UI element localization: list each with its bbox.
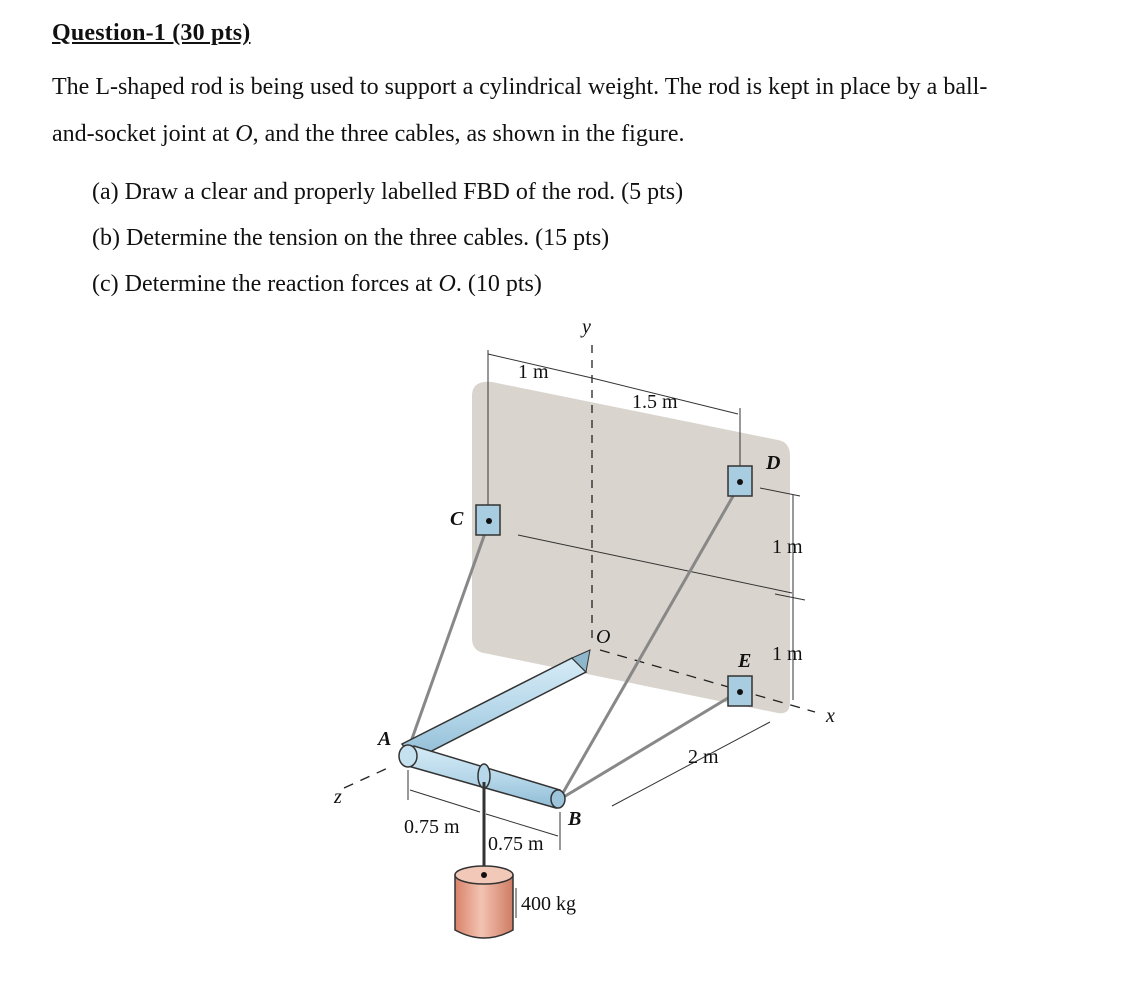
part-c: [92, 264, 683, 310]
part-c-text: (c) Determine the reaction forces at: [92, 271, 439, 297]
point-a-label: A: [378, 728, 392, 750]
part-b: [92, 218, 683, 264]
question-intro: [52, 64, 1112, 158]
part-b-text: (b) Determine the tension on the three cables. (15 pts): [92, 225, 610, 251]
intro-point-o: O: [235, 121, 253, 147]
rod-end-b: [551, 790, 565, 808]
intro-line-1: The L-shaped rod is being used to support a cylindrical weight. The rod is kept in place by a ball-: [52, 74, 988, 100]
part-c-point-o: O: [438, 271, 456, 297]
rod-end-a: [399, 745, 417, 767]
dim-top-left-label: 1 m: [518, 361, 549, 383]
mass-label: 400 kg: [521, 893, 576, 915]
dim-right-lower-label: 1 m: [772, 643, 803, 665]
intro-line-2-start: and-socket joint at: [52, 121, 236, 147]
point-o-label: O: [596, 626, 611, 648]
bracket-c-pin: [486, 518, 492, 524]
point-c-label: C: [450, 508, 464, 530]
question-parts-list: [92, 172, 683, 310]
weight-hook: [481, 872, 487, 878]
cable-be: [562, 692, 738, 798]
point-b-label: B: [568, 808, 582, 830]
statics-figure: [300, 315, 860, 955]
intro-line-2-end: , and the three cables, as shown in the figure.: [252, 121, 685, 147]
point-d-label: D: [766, 452, 781, 474]
bracket-e-pin: [737, 689, 743, 695]
dim-rod-left-label: 0.75 m: [404, 816, 460, 838]
dim-right-upper-label: 1 m: [772, 536, 803, 558]
part-c-text-end: . (10 pts): [455, 271, 542, 297]
dim-bottom-label: 2 m: [688, 746, 719, 768]
bracket-d-pin: [737, 479, 743, 485]
dim-rod-left-line: [410, 790, 480, 812]
z-axis-label: z: [334, 786, 342, 808]
part-a: [92, 172, 683, 218]
x-axis-label: x: [826, 705, 835, 727]
dim-top-right-label: 1.5 m: [632, 391, 678, 413]
point-e-label: E: [738, 650, 752, 672]
z-axis-line: [344, 767, 390, 788]
dim-rod-right-label: 0.75 m: [488, 833, 544, 855]
question-title: Question-1 (30 pts): [52, 20, 251, 46]
rod-segment-oa: [402, 658, 586, 760]
y-axis-label: y: [582, 316, 591, 338]
part-a-text: (a) Draw a clear and properly labelled FBD of the rod. (5 pts): [92, 179, 684, 205]
